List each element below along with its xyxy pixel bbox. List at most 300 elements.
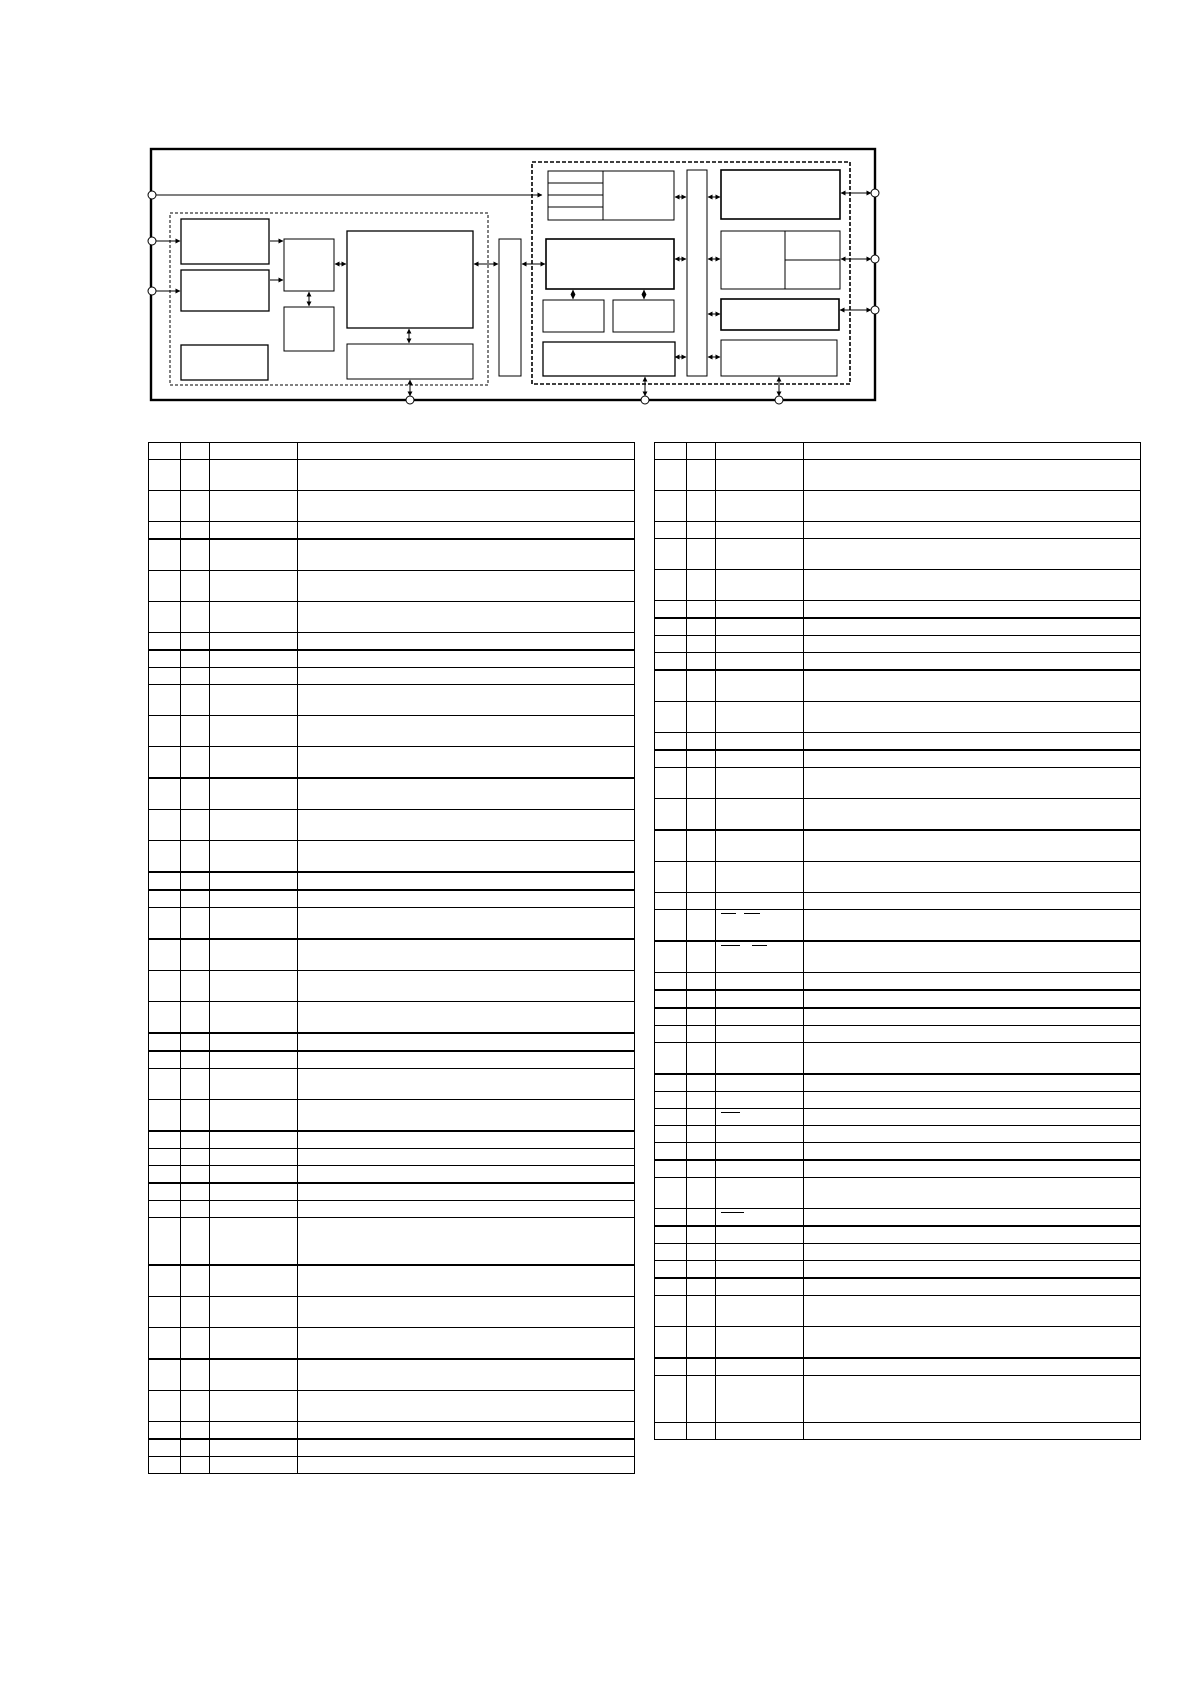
block-internal-bus — [687, 170, 707, 376]
table-row — [655, 1008, 1141, 1026]
signal-cell — [716, 460, 804, 491]
description-cell — [804, 799, 1141, 831]
signal-cell — [210, 1100, 298, 1132]
description-cell — [298, 1149, 635, 1166]
signal-cell — [716, 636, 804, 653]
description-cell — [804, 1296, 1141, 1327]
table-header-row — [655, 443, 1141, 460]
description-cell — [804, 733, 1141, 751]
table-row — [655, 1178, 1141, 1209]
table-row — [149, 1100, 635, 1132]
io-cell — [687, 1043, 716, 1075]
pin-number-cell — [655, 733, 687, 751]
signal-cell — [716, 670, 804, 702]
pin-number-cell — [655, 522, 687, 539]
block-out-1 — [721, 170, 840, 219]
active-low-overbar — [721, 1112, 740, 1113]
table-row — [149, 908, 635, 940]
table-row — [149, 685, 635, 716]
pin-number-cell — [149, 1328, 181, 1360]
header-cell — [298, 443, 635, 460]
table-row — [655, 1278, 1141, 1296]
header-cell — [181, 443, 210, 460]
table-row — [149, 1359, 635, 1391]
table-row — [149, 747, 635, 779]
table-row — [149, 1297, 635, 1328]
io-cell — [181, 841, 210, 873]
signal-cell — [210, 1033, 298, 1051]
description-cell — [804, 1143, 1141, 1161]
signal-cell — [716, 1092, 804, 1109]
signal-cell — [210, 939, 298, 971]
pin-right-1 — [871, 189, 879, 197]
signal-cell — [210, 1149, 298, 1166]
signal-cell — [210, 491, 298, 522]
signal-cell — [210, 1391, 298, 1422]
description-cell — [804, 750, 1141, 768]
table-row — [149, 1033, 635, 1051]
description-cell — [804, 830, 1141, 862]
io-cell — [687, 1244, 716, 1261]
signal-cell — [716, 768, 804, 799]
pin-number-cell — [655, 1178, 687, 1209]
block-out-3 — [721, 299, 839, 330]
pin-number-cell — [149, 491, 181, 522]
description-cell — [298, 1166, 635, 1184]
pin-number-cell — [655, 1358, 687, 1376]
pin-number-cell — [655, 768, 687, 799]
pin-number-cell — [149, 1359, 181, 1391]
io-cell — [687, 1296, 716, 1327]
table-row — [149, 602, 635, 633]
io-cell — [687, 1008, 716, 1026]
description-cell — [804, 1244, 1141, 1261]
pin-number-cell — [149, 841, 181, 873]
table-row — [149, 522, 635, 540]
io-cell — [181, 778, 210, 810]
pin-number-cell — [149, 650, 181, 668]
pin-table-left — [148, 442, 635, 1474]
signal-cell — [716, 1327, 804, 1359]
io-cell — [687, 1026, 716, 1043]
io-cell — [687, 1178, 716, 1209]
pin-number-cell — [655, 910, 687, 942]
io-cell — [181, 571, 210, 602]
signal-cell — [716, 750, 804, 768]
io-cell — [687, 973, 716, 991]
signal-cell — [210, 1166, 298, 1184]
io-cell — [687, 910, 716, 942]
pin-left-1 — [148, 191, 156, 199]
block-input-a — [181, 219, 269, 264]
io-cell — [181, 1457, 210, 1474]
pin-number-cell — [655, 830, 687, 862]
block-diagram — [0, 0, 1190, 420]
description-cell — [804, 1126, 1141, 1143]
table-row — [149, 939, 635, 971]
table-row — [149, 1131, 635, 1149]
pin-number-cell — [655, 1074, 687, 1092]
table-row — [655, 522, 1141, 539]
table-row — [149, 1457, 635, 1474]
description-cell — [298, 1422, 635, 1440]
table-row — [149, 539, 635, 571]
active-low-overbar — [721, 913, 736, 914]
io-cell — [181, 1439, 210, 1457]
description-cell — [298, 1131, 635, 1149]
pin-number-cell — [149, 522, 181, 540]
io-cell — [687, 1126, 716, 1143]
pin-number-cell — [149, 890, 181, 908]
description-cell — [298, 1265, 635, 1297]
signal-cell — [716, 1423, 804, 1440]
signal-cell — [210, 522, 298, 540]
description-cell — [298, 1457, 635, 1474]
pin-number-cell — [149, 1002, 181, 1034]
block-out-4 — [721, 340, 837, 376]
signal-cell — [716, 570, 804, 601]
pin-number-cell — [149, 1457, 181, 1474]
io-cell — [687, 733, 716, 751]
pin-number-cell — [655, 862, 687, 893]
signal-cell — [210, 1051, 298, 1069]
table-row — [655, 1296, 1141, 1327]
description-cell — [804, 491, 1141, 522]
table-row — [655, 910, 1141, 942]
pin-number-cell — [655, 1160, 687, 1178]
description-cell — [804, 1092, 1141, 1109]
signal-cell — [716, 702, 804, 733]
description-cell — [804, 973, 1141, 991]
pin-number-cell — [149, 716, 181, 747]
io-cell — [687, 1423, 716, 1440]
pin-number-cell — [655, 750, 687, 768]
pin-number-cell — [655, 618, 687, 636]
pin-number-cell — [655, 1143, 687, 1161]
pin-number-cell — [655, 1043, 687, 1075]
pin-number-cell — [655, 1296, 687, 1327]
pin-number-cell — [655, 670, 687, 702]
table-row — [655, 601, 1141, 619]
signal-cell — [716, 1261, 804, 1279]
table-row — [655, 768, 1141, 799]
io-cell — [687, 491, 716, 522]
pin-number-cell — [655, 1261, 687, 1279]
signal-cell — [716, 1209, 804, 1227]
signal-cell — [716, 830, 804, 862]
io-cell — [181, 872, 210, 890]
table-row — [149, 1051, 635, 1069]
io-cell — [687, 1074, 716, 1092]
io-cell — [181, 1183, 210, 1201]
description-cell — [804, 1026, 1141, 1043]
signal-cell — [716, 1074, 804, 1092]
pin-number-cell — [655, 1209, 687, 1227]
signal-cell — [210, 747, 298, 779]
pin-right-3 — [871, 306, 879, 314]
io-cell — [181, 971, 210, 1002]
table-row — [655, 618, 1141, 636]
description-cell — [298, 716, 635, 747]
pin-number-cell — [149, 633, 181, 651]
description-cell — [804, 636, 1141, 653]
description-cell — [804, 702, 1141, 733]
pin-number-cell — [149, 939, 181, 971]
io-cell — [687, 1160, 716, 1178]
table-row — [655, 830, 1141, 862]
table-row — [149, 668, 635, 685]
table-row — [655, 1026, 1141, 1043]
description-cell — [804, 460, 1141, 491]
description-cell — [804, 1261, 1141, 1279]
io-cell — [181, 1422, 210, 1440]
description-cell — [298, 939, 635, 971]
signal-cell — [210, 1183, 298, 1201]
io-cell — [181, 1002, 210, 1034]
description-cell — [298, 685, 635, 716]
signal-cell — [716, 941, 804, 973]
signal-cell — [210, 1131, 298, 1149]
io-cell — [687, 618, 716, 636]
io-cell — [687, 653, 716, 671]
table-row — [149, 716, 635, 747]
signal-cell — [716, 491, 804, 522]
description-cell — [298, 1439, 635, 1457]
table-row — [655, 570, 1141, 601]
description-cell — [804, 1423, 1141, 1440]
description-cell — [298, 1051, 635, 1069]
table-row — [655, 653, 1141, 671]
header-cell — [687, 443, 716, 460]
io-cell — [687, 1358, 716, 1376]
signal-cell — [210, 602, 298, 633]
table-row — [655, 1327, 1141, 1359]
pin-bottom-1 — [406, 396, 414, 404]
block-bus-bridge — [499, 239, 521, 376]
table-row — [655, 1423, 1141, 1440]
io-cell — [687, 893, 716, 910]
io-cell — [181, 1166, 210, 1184]
block-sub-b — [613, 300, 674, 332]
table-header-row — [149, 443, 635, 460]
table-row — [655, 990, 1141, 1008]
table-row — [655, 491, 1141, 522]
signal-cell — [716, 1126, 804, 1143]
signal-cell — [210, 1359, 298, 1391]
pin-number-cell — [149, 1201, 181, 1218]
io-cell — [687, 862, 716, 893]
active-low-overbar — [721, 1212, 744, 1213]
signal-cell — [716, 1008, 804, 1026]
description-cell — [298, 1359, 635, 1391]
description-cell — [804, 1043, 1141, 1075]
pin-number-cell — [655, 1278, 687, 1296]
description-cell — [298, 747, 635, 779]
pin-number-cell — [149, 1265, 181, 1297]
pin-number-cell — [149, 685, 181, 716]
signal-cell — [716, 910, 804, 942]
signal-cell — [210, 1201, 298, 1218]
block-left-bottom — [181, 345, 268, 380]
pin-right-2 — [871, 255, 879, 263]
io-cell — [181, 747, 210, 779]
signal-cell — [716, 539, 804, 570]
io-cell — [181, 1131, 210, 1149]
table-row — [655, 460, 1141, 491]
pin-number-cell — [149, 1183, 181, 1201]
io-cell — [181, 539, 210, 571]
description-cell — [804, 618, 1141, 636]
block-right-bottom-left — [543, 342, 675, 376]
block-sub-a — [543, 300, 604, 332]
header-cell — [716, 443, 804, 460]
table-row — [149, 491, 635, 522]
pin-number-cell — [655, 460, 687, 491]
io-cell — [181, 890, 210, 908]
signal-cell — [210, 460, 298, 491]
io-cell — [181, 602, 210, 633]
signal-cell — [716, 618, 804, 636]
io-cell — [687, 539, 716, 570]
signal-cell — [716, 862, 804, 893]
pin-number-cell — [655, 491, 687, 522]
description-cell — [298, 460, 635, 491]
signal-cell — [210, 890, 298, 908]
signal-cell — [210, 872, 298, 890]
signal-cell — [716, 973, 804, 991]
active-low-overbar — [744, 913, 760, 914]
table-row — [149, 571, 635, 602]
io-cell — [687, 1109, 716, 1126]
description-cell — [298, 571, 635, 602]
pin-number-cell — [149, 1149, 181, 1166]
description-cell — [298, 872, 635, 890]
signal-cell — [210, 908, 298, 940]
table-row — [655, 799, 1141, 831]
description-cell — [804, 768, 1141, 799]
io-cell — [687, 941, 716, 973]
description-cell — [804, 1178, 1141, 1209]
signal-cell — [716, 733, 804, 751]
pin-bottom-3 — [775, 396, 783, 404]
table-row — [655, 1226, 1141, 1244]
signal-cell — [210, 1002, 298, 1034]
description-cell — [298, 1328, 635, 1360]
pin-number-cell — [655, 1226, 687, 1244]
table-row — [655, 973, 1141, 991]
description-cell — [298, 491, 635, 522]
block-input-b — [181, 270, 269, 311]
pin-number-cell — [149, 971, 181, 1002]
io-cell — [181, 939, 210, 971]
pin-number-cell — [655, 1376, 687, 1423]
signal-cell — [210, 841, 298, 873]
io-cell — [181, 1265, 210, 1297]
pin-number-cell — [149, 1218, 181, 1266]
table-row — [149, 1218, 635, 1266]
description-cell — [298, 650, 635, 668]
table-row — [655, 1160, 1141, 1178]
description-cell — [804, 1327, 1141, 1359]
table-row — [655, 539, 1141, 570]
pin-number-cell — [149, 539, 181, 571]
table-row — [149, 460, 635, 491]
description-cell — [298, 1033, 635, 1051]
io-cell — [687, 670, 716, 702]
pin-number-cell — [655, 1423, 687, 1440]
block-small-left — [284, 307, 334, 351]
pin-number-cell — [149, 1033, 181, 1051]
io-cell — [687, 1226, 716, 1244]
io-cell — [181, 668, 210, 685]
signal-cell — [716, 1043, 804, 1075]
signal-cell — [210, 1457, 298, 1474]
signal-cell — [210, 633, 298, 651]
pin-number-cell — [149, 1100, 181, 1132]
table-row — [149, 1002, 635, 1034]
signal-cell — [716, 1143, 804, 1161]
table-row — [149, 810, 635, 841]
description-cell — [804, 941, 1141, 973]
table-row — [655, 862, 1141, 893]
table-row — [655, 1092, 1141, 1109]
pin-number-cell — [149, 1166, 181, 1184]
pin-number-cell — [149, 872, 181, 890]
description-cell — [298, 633, 635, 651]
description-cell — [804, 653, 1141, 671]
pin-number-cell — [655, 1092, 687, 1109]
io-cell — [181, 1297, 210, 1328]
io-cell — [687, 601, 716, 619]
io-cell — [181, 1218, 210, 1266]
table-row — [655, 1261, 1141, 1279]
signal-cell — [210, 971, 298, 1002]
pin-number-cell — [655, 1109, 687, 1126]
signal-cell — [210, 1218, 298, 1266]
block-core — [347, 231, 473, 328]
io-cell — [687, 990, 716, 1008]
description-cell — [804, 1209, 1141, 1227]
pin-number-cell — [655, 990, 687, 1008]
table-row — [655, 750, 1141, 768]
description-cell — [804, 670, 1141, 702]
io-cell — [181, 1328, 210, 1360]
signal-cell — [716, 1278, 804, 1296]
signal-cell — [716, 1296, 804, 1327]
io-cell — [181, 1033, 210, 1051]
pin-number-cell — [655, 1008, 687, 1026]
pin-number-cell — [149, 460, 181, 491]
signal-cell — [210, 539, 298, 571]
signal-cell — [716, 990, 804, 1008]
table-row — [149, 841, 635, 873]
signal-cell — [210, 1439, 298, 1457]
signal-cell — [210, 810, 298, 841]
description-cell — [804, 1160, 1141, 1178]
table-row — [655, 1074, 1141, 1092]
table-row — [149, 1328, 635, 1360]
table-row — [655, 702, 1141, 733]
pin-number-cell — [655, 941, 687, 973]
description-cell — [804, 1109, 1141, 1126]
io-cell — [181, 810, 210, 841]
pin-number-cell — [149, 908, 181, 940]
io-cell — [181, 685, 210, 716]
description-cell — [298, 841, 635, 873]
description-cell — [298, 810, 635, 841]
description-cell — [804, 522, 1141, 539]
description-cell — [298, 1002, 635, 1034]
